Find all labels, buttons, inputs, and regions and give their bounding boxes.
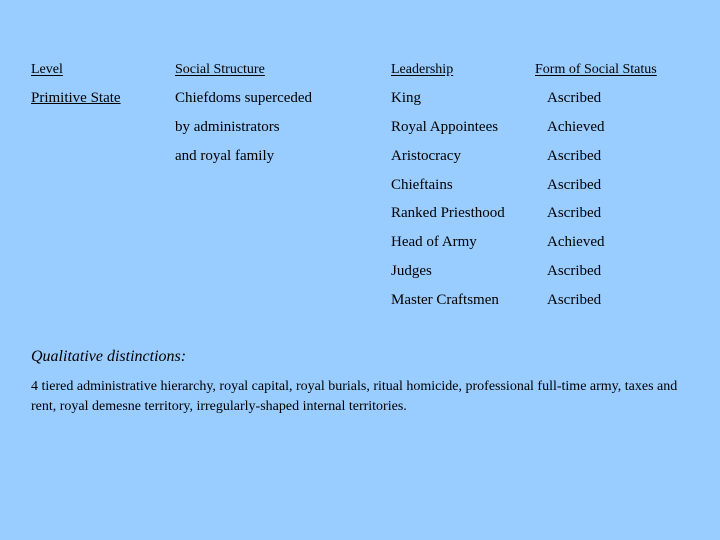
leadership-cell: Head of Army: [391, 234, 477, 250]
leadership-cell: Ranked Priesthood: [391, 205, 505, 221]
qualitative-text: 4 tiered administrative hierarchy, royal capital, royal burials, ritual homicide, professional full-time army, taxes and rent, royal demesne territory, irregularly-shaped internal territories.: [31, 379, 678, 414]
header-level: Level: [31, 62, 63, 77]
status-cell: Ascribed: [547, 263, 602, 279]
status-cell: Achieved: [547, 234, 605, 250]
header-social-structure: Social Structure: [175, 62, 265, 77]
qualitative-title: Qualitative distinctions:: [31, 348, 187, 365]
social-structure-line: by administrators: [175, 119, 280, 135]
status-cell: Achieved: [547, 119, 605, 135]
leadership-cell: Chieftains: [391, 177, 453, 193]
leadership-cell: Royal Appointees: [391, 119, 499, 135]
leadership-cell: Judges: [391, 263, 432, 279]
status-cell: Ascribed: [547, 148, 602, 164]
social-structure-line: Chiefdoms superceded: [175, 90, 313, 106]
status-cell: Ascribed: [547, 292, 602, 308]
status-cell: Ascribed: [547, 90, 602, 106]
leadership-cell: King: [391, 90, 421, 106]
social-structure-line: and royal family: [175, 148, 275, 164]
leadership-cell: Master Craftsmen: [391, 292, 499, 308]
leadership-cell: Aristocracy: [391, 148, 461, 164]
status-cell: Ascribed: [547, 177, 602, 193]
level-value: Primitive State: [31, 90, 121, 106]
header-form-of-social-status: Form of Social Status: [535, 62, 657, 77]
header-leadership: Leadership: [391, 62, 454, 77]
status-cell: Ascribed: [547, 205, 602, 221]
